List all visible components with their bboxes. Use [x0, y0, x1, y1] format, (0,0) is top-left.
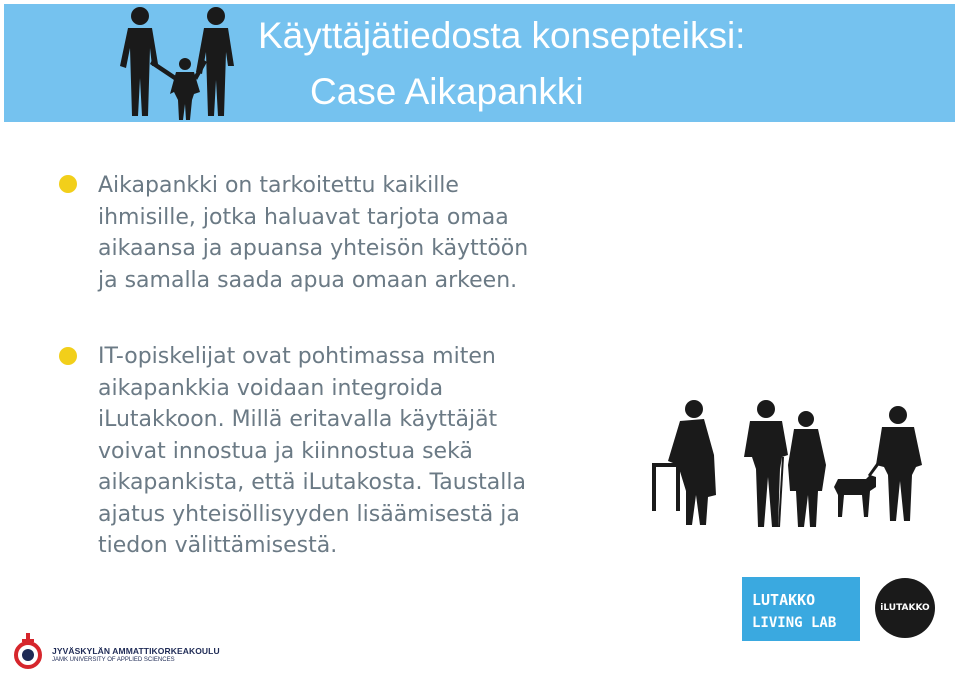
- bullet-2-line: iLutakkoon. Millä eritavalla käyttäjät: [98, 407, 498, 432]
- bullet-text-2: [98, 341, 526, 562]
- bullet-1-line: Aikapankki on tarkoitettu kaikille: [98, 173, 459, 198]
- lab-logo-line1: LUTAKKO: [752, 591, 816, 609]
- lab-logo-line2: LIVING LAB: [752, 615, 837, 631]
- bullet-2-line: voivat innostua ja kiinnostua sekä: [98, 438, 473, 464]
- bullet-2-line: aikapankkia voidaan integroida: [98, 375, 444, 401]
- bullet-2-line: ajatus yhteisöllisyyden lisäämisestä ja: [98, 501, 520, 527]
- ilutakko-logo: [875, 578, 935, 638]
- bullet-2-line: aikapankista, että iLutakosta. Taustalla: [98, 470, 526, 495]
- bullet-marker-2: [59, 347, 77, 365]
- elderly-people-silhouette-icon: [648, 395, 938, 530]
- bullet-2-line: IT-opiskelijat ovat pohtimassa miten: [98, 344, 496, 369]
- title-line-1: Käyttäjätiedosta konsepteiksi:: [258, 15, 746, 56]
- ilutakko-logo-text: iLUTAKKO: [880, 603, 930, 613]
- bullet-text-1: [98, 170, 528, 296]
- bullet-marker-1: [59, 175, 77, 193]
- bullet-1-line: ihmisille, jotka haluavat tarjota omaa: [98, 204, 509, 230]
- page-title: [258, 8, 948, 120]
- jamk-logo: [12, 631, 222, 671]
- lutakko-living-lab-logo: [742, 577, 860, 641]
- title-line-2: Case Aikapankki: [310, 71, 584, 112]
- family-silhouette-icon: [108, 4, 238, 122]
- jamk-name: JYVÄSKYLÄN AMMATTIKORKEAKOULU: [52, 646, 220, 656]
- jamk-emblem-icon: [12, 631, 48, 671]
- bullet-1-line: aikaansa ja apuansa yhteisön käyttöön: [98, 236, 529, 261]
- bullet-2-line: tiedon välittämisestä.: [98, 533, 338, 558]
- bullet-1-line: ja samalla saada apua omaan arkeen.: [98, 267, 518, 293]
- jamk-subtitle: JAMK UNIVERSITY OF APPLIED SCIENCES: [52, 657, 175, 663]
